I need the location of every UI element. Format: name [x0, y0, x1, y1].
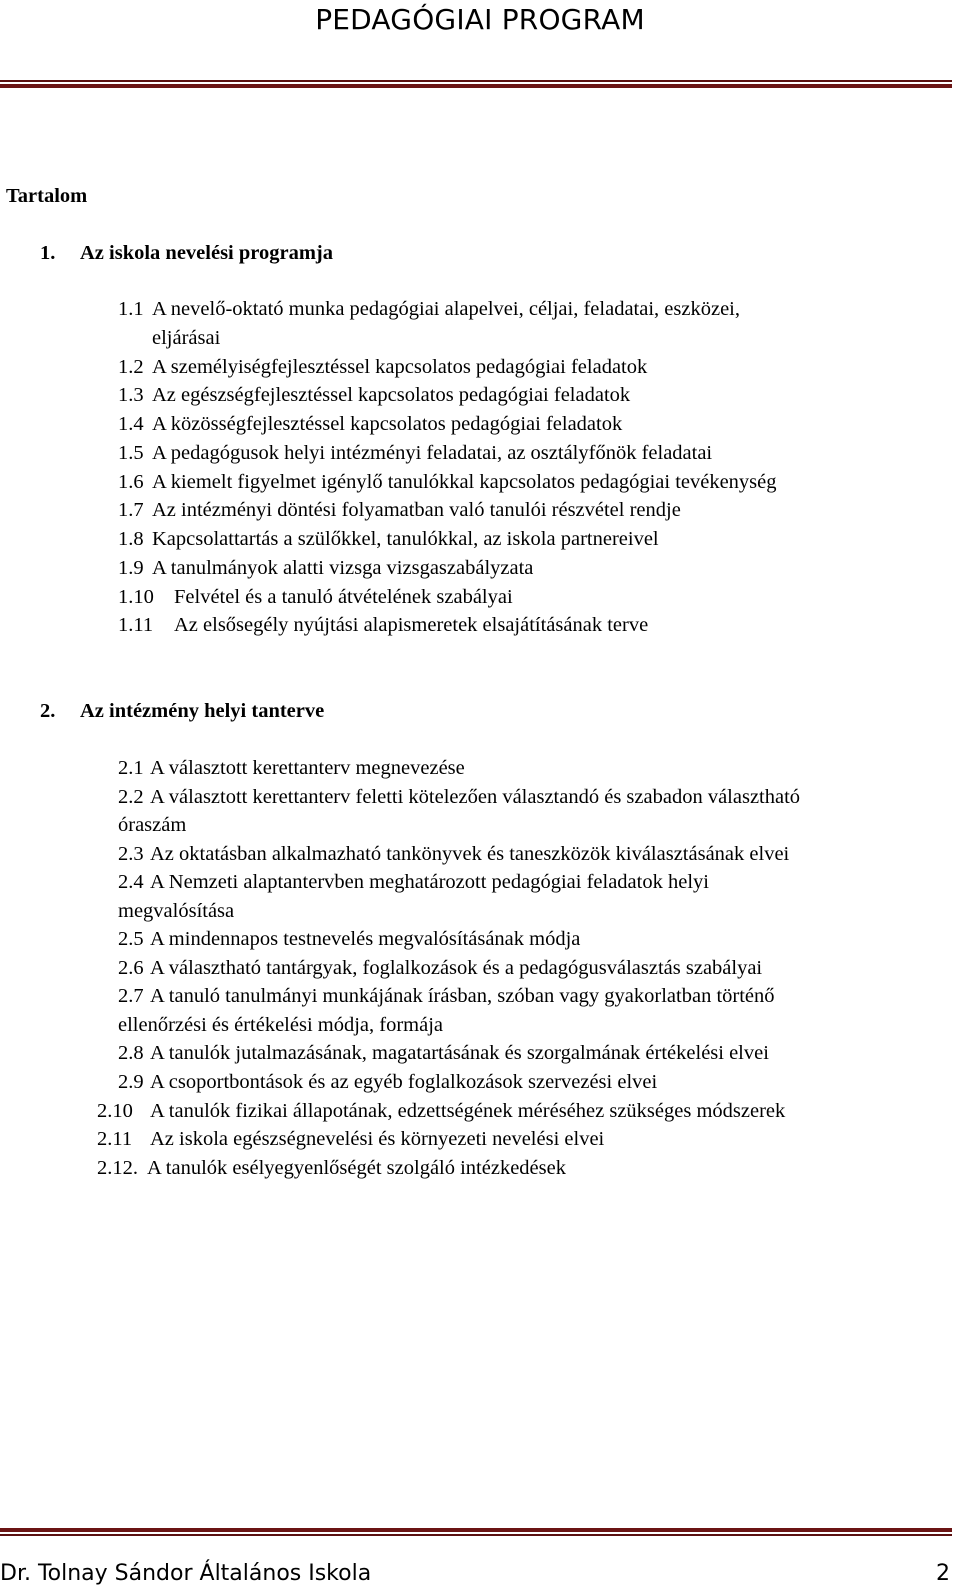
toc-item-number: 1.1 [118, 298, 144, 320]
page-title: PEDAGÓGIAI PROGRAM [315, 3, 645, 36]
toc-item-title-cont: eljárásai [152, 327, 221, 349]
page-footer [0, 1528, 960, 1588]
footer-rule-thick [0, 1528, 952, 1532]
toc-item-number: 1.7 [118, 499, 144, 521]
toc-item-title: A Nemzeti alaptantervben meghatározott pedagógiai feladatok helyi [150, 871, 709, 893]
toc-section-1-number: 1. [40, 242, 56, 264]
toc-item-number: 2.6 [118, 957, 144, 979]
toc-item-number: 1.8 [118, 528, 144, 550]
toc-item-title: Az oktatásban alkalmazható tankönyvek és taneszközök kiválasztásának elvei [150, 843, 790, 865]
toc-item-title: Az intézményi döntési folyamatban való tanulói részvétel rendje [152, 499, 681, 521]
toc-item-number: 1.6 [118, 471, 144, 493]
toc-heading: Tartalom [6, 185, 88, 207]
footer-school-name: Dr. Tolnay Sándor Általános Iskola [0, 1561, 372, 1586]
toc-item-title: A személyiségfejlesztéssel kapcsolatos pedagógiai feladatok [152, 356, 648, 378]
toc-item-title-cont: óraszám [118, 814, 187, 836]
toc-item-title: A csoportbontások és az egyéb foglalkozások szervezési elvei [150, 1071, 658, 1093]
toc-item-title-cont: ellenőrzési és értékelési módja, formája [118, 1014, 444, 1036]
toc-item-title: A kiemelt figyelmet igénylő tanulókkal kapcsolatos pedagógiai tevékenység [152, 471, 777, 493]
toc-item-number: 1.5 [118, 442, 144, 464]
toc-item-number: 1.2 [118, 356, 144, 378]
toc-item-number: 2.2 [118, 786, 144, 808]
toc-item-title: A tanulók esélyegyenlőségét szolgáló intézkedések [147, 1157, 566, 1179]
toc-item-number: 2.9 [118, 1071, 144, 1093]
toc-item-title: Az elsősegély nyújtási alapismeretek elsajátításának terve [174, 614, 649, 636]
toc-item-title: Az iskola egészségnevelési és környezeti nevelési elvei [150, 1128, 605, 1150]
toc-item-number: 1.9 [118, 557, 144, 579]
toc-item-title: A tanuló tanulmányi munkájának írásban, szóban vagy gyakorlatban történő [150, 985, 775, 1007]
toc-item-title: A nevelő-oktató munka pedagógiai alapelvei, céljai, feladatai, eszközei, [152, 298, 740, 320]
toc-item-number: 2.8 [118, 1042, 144, 1064]
toc-item-number: 1.3 [118, 384, 144, 406]
toc-item-number: 1.11 [118, 614, 154, 636]
toc-item-number: 1.4 [118, 413, 144, 435]
toc-item-number: 2.7 [118, 985, 144, 1007]
toc-item-title: A pedagógusok helyi intézményi feladatai, az osztályfőnök feladatai [152, 442, 713, 464]
toc-item-title: A választott kerettanterv feletti kötelezően választandó és szabadon választható [150, 786, 801, 808]
toc-item-number: 2.1 [118, 757, 144, 779]
toc-item-number: 2.11 [97, 1128, 133, 1150]
toc-item-title: A közösségfejlesztéssel kapcsolatos pedagógiai feladatok [152, 413, 623, 435]
toc-item-title: Felvétel és a tanuló átvételének szabályai [174, 586, 513, 608]
toc-item-title: A tanulók fizikai állapotának, edzettségének méréséhez szükséges módszerek [150, 1100, 786, 1122]
toc-section-1-title: Az iskola nevelési programja [80, 242, 333, 264]
toc-item-title-cont: megvalósítása [118, 900, 235, 922]
toc-item-title: Kapcsolattartás a szülőkkel, tanulókkal, az iskola partnereivel [152, 528, 659, 550]
footer-page-number: 2 [936, 1561, 950, 1586]
toc-item-title: A választható tantárgyak, foglalkozások és a pedagógusválasztás szabályai [150, 957, 763, 979]
toc-item-number: 2.3 [118, 843, 144, 865]
toc-item-title: A mindennapos testnevelés megvalósításának módja [150, 928, 581, 950]
toc-item-number: 2.12. [97, 1157, 138, 1179]
toc-item-number: 1.10 [118, 586, 154, 608]
toc-item-title: Az egészségfejlesztéssel kapcsolatos pedagógiai feladatok [152, 384, 631, 406]
toc-item-title: A választott kerettanterv megnevezése [150, 757, 465, 779]
toc-item-title: A tanulók jutalmazásának, magatartásának és szorgalmának értékelési elvei [150, 1042, 769, 1064]
toc-section-2-number: 2. [40, 700, 56, 722]
toc-item-number: 2.4 [118, 871, 144, 893]
toc-item-number: 2.10 [97, 1100, 133, 1122]
toc-section-2-title: Az intézmény helyi tanterve [80, 700, 325, 722]
toc-item-title: A tanulmányok alatti vizsga vizsgaszabályzata [152, 557, 534, 579]
toc-item-number: 2.5 [118, 928, 144, 950]
footer-rule-thin [0, 1534, 952, 1536]
